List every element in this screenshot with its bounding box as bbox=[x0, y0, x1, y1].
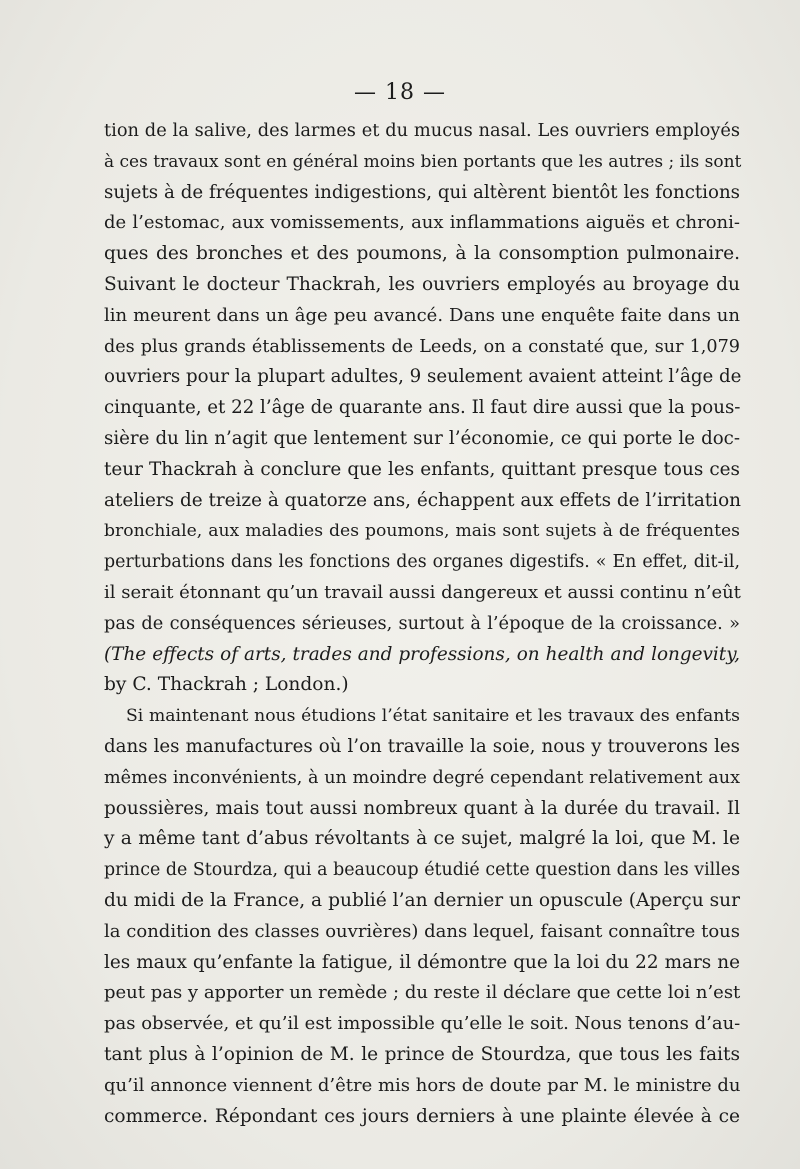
page-number: — 18 — bbox=[354, 80, 446, 105]
text-line: sujets à de fréquentes indigestions, qui altèrent bientôt les fonctions bbox=[104, 181, 740, 203]
text-line: du midi de la France, a publié l’an dernier un opuscule (Aperçu sur bbox=[104, 889, 740, 911]
text-line: ouvriers pour la plupart adultes, 9 seulement avaient atteint l’âge de bbox=[104, 366, 742, 388]
text-line: y a même tant d’abus révoltants à ce sujet, malgré la loi, que M. le bbox=[104, 828, 740, 850]
text-line: de l’estomac, aux vomissements, aux inflammations aiguës et chroni- bbox=[104, 212, 740, 234]
text-line: la condition des classes ouvrières) dans lequel, faisant connaître tous bbox=[104, 920, 740, 942]
text-line: bronchiale, aux maladies des poumons, mais sont sujets à de fréquentes bbox=[104, 521, 740, 542]
text-line: lin meurent dans un âge peu avancé. Dans une enquête faite dans un bbox=[104, 304, 740, 326]
text-line: les maux qu’enfante la fatigue, il démontre que la loi du 22 mars ne bbox=[104, 951, 740, 973]
text-line: poussières, mais tout aussi nombreux quant à la durée du travail. Il bbox=[104, 797, 740, 819]
text-line: des plus grands établissements de Leeds, on a constaté que, sur 1,079 bbox=[104, 336, 740, 357]
text-line: il serait étonnant qu’un travail aussi dangereux et aussi continu n’eût bbox=[104, 581, 741, 603]
text-line: perturbations dans les fonctions des organes digestifs. « En effet, dit-il, bbox=[104, 552, 740, 573]
citation-line: by C. Thackrah ; London.) bbox=[104, 674, 349, 696]
text-line: pas de conséquences sérieuses, surtout à l’époque de la croissance. » bbox=[104, 612, 740, 634]
body-text bbox=[104, 116, 740, 1132]
text-line: Suivant le docteur Thackrah, les ouvriers employés au broyage du bbox=[104, 273, 740, 295]
text-line: mêmes inconvénients, à un moindre degré cependant relativement aux bbox=[104, 767, 740, 788]
text-line: qu’il annonce viennent d’être mis hors de doute par M. le ministre du bbox=[104, 1074, 741, 1096]
text-line: peut pas y apporter un remède ; du reste il déclare que cette loi n’est bbox=[104, 982, 741, 1004]
text-line: commerce. Répondant ces jours derniers à une plainte élevée à ce bbox=[104, 1105, 740, 1127]
citation-line: (The effects of arts, trades and professions, on health and longevity, bbox=[104, 643, 740, 665]
text-line: prince de Stourdza, qui a beaucoup étudié cette question dans les villes bbox=[104, 860, 740, 881]
text-line: tion de la salive, des larmes et du mucus nasal. Les ouvriers employés bbox=[104, 120, 740, 141]
text-line: dans les manufactures où l’on travaille la soie, nous y trouverons les bbox=[104, 735, 740, 757]
text-line: cinquante, et 22 l’âge de quarante ans. Il faut dire aussi que la pous- bbox=[104, 397, 741, 419]
text-line: ateliers de treize à quatorze ans, échappent aux effets de l’irritation bbox=[104, 489, 741, 511]
text-line: sière du lin n’agit que lentement sur l’économie, ce qui porte le doc- bbox=[104, 427, 740, 449]
text-line: pas observée, et qu’il est impossible qu’elle le soit. Nous tenons d’au- bbox=[104, 1013, 741, 1035]
text-line: tant plus à l’opinion de M. le prince de Stourdza, que tous les faits bbox=[104, 1043, 740, 1065]
text-line: teur Thackrah à conclure que les enfants, quittant presque tous ces bbox=[104, 458, 740, 480]
text-line: ques des bronches et des poumons, à la consomption pulmonaire. bbox=[104, 243, 740, 265]
paragraph-start-line: Si maintenant nous étudions l’état sanitaire et les travaux des enfants bbox=[126, 706, 740, 727]
text-line: à ces travaux sont en général moins bien portants que les autres ; ils sont bbox=[104, 151, 742, 172]
